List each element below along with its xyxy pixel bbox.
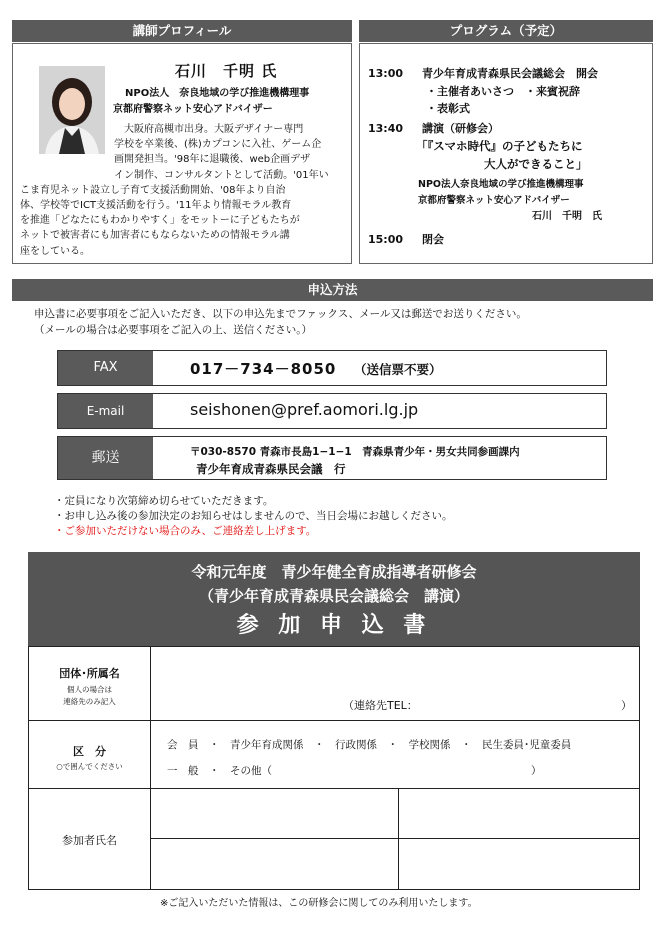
tel-label: （連絡先TEL： <box>343 699 418 712</box>
note-1: ・定員になり次第締め切らせていただきます。 <box>54 495 274 507</box>
email-row <box>57 393 607 429</box>
apply-text-1: 申込書に必要事項をご記入いただき、以下の申込先までファックス、メール又は郵送でお送りください。 <box>34 308 527 320</box>
org-label-cell <box>29 647 151 721</box>
bio-line: 座をしている。 <box>20 245 90 257</box>
form-footer-note: ※ご記入いただいた情報は、この研修会に関してのみ利用いたします。 <box>160 898 478 909</box>
org-sub-2: 連絡先のみ記入 <box>63 697 116 706</box>
speaker-bio <box>20 122 350 259</box>
program-box <box>359 43 653 264</box>
tel-close: ） <box>621 699 632 712</box>
post-recipient: 青少年育成青森県民会議 行 <box>196 462 346 476</box>
bio-line: 画開発担当。'98年に退職後、web企画デザ <box>114 154 311 166</box>
program-line: ・表彰式 <box>426 102 470 115</box>
category-line-2[interactable]: 一 般 ・ その他（ <box>167 765 272 777</box>
form-title-3: 参 加 申 込 書 <box>236 613 432 638</box>
bio-line: 体、学校等でICT支援活動を行う。'11年より情報モラル教育 <box>20 200 292 212</box>
speaker-org-1: NPO法人 奈良地域の学び推進機構理事 <box>125 88 310 99</box>
participant-label-cell <box>29 789 151 889</box>
post-address: 〒030-8570 青森市長島1−1−1 青森県青少年・男女共同参画課内 <box>190 446 520 458</box>
org-label: 団体･所属名 <box>59 667 120 680</box>
program-time-1: 13:00 <box>368 67 404 80</box>
participant-name-2[interactable] <box>399 789 639 839</box>
category-label-cell <box>29 721 151 789</box>
apply-header: 申込方法 <box>12 279 653 301</box>
form-title-banner <box>28 552 640 646</box>
org-sub-1: 個人の場合は <box>67 685 112 694</box>
bio-line: 大阪府高槻市出身。大阪デザイナー専門 <box>124 124 304 135</box>
fax-number[interactable]: 017－734－8050 <box>190 360 337 378</box>
org-input[interactable] <box>151 647 639 721</box>
participant-name-3[interactable] <box>151 839 399 889</box>
program-line: 青少年育成青森県民会議総会 開会 <box>422 67 598 80</box>
participant-label: 参加者氏名 <box>62 834 117 847</box>
category-label: 区 分 <box>73 745 106 758</box>
bio-line: 学校を卒業後、(株)カプコンに入社、ゲーム企 <box>114 139 322 151</box>
apply-text-2: （メールの場合は必要事項をご記入の上、送信ください。） <box>34 324 313 336</box>
application-form-table <box>28 646 640 890</box>
program-line: 京都府警察ネット安心アドバイザー <box>418 195 570 206</box>
program-line: ・主催者あいさつ ・来賓祝辞 <box>426 85 580 98</box>
bio-line: ネットで被害者にも加害者にもならないための情報モラル講 <box>20 230 290 242</box>
program-line: 講演（研修会） <box>422 122 499 135</box>
category-sub: ○で囲んでください <box>56 762 123 771</box>
profile-box <box>12 43 352 264</box>
bio-line: を推進「どなたにもわかりやすく」をモットーに子どもたちが <box>20 215 300 227</box>
category-line-1[interactable]: 会 員 ・ 青少年育成関係 ・ 行政関係 ・ 学校関係 ・ 民生委員･児童委員 <box>167 739 572 751</box>
category-close: ） <box>531 765 542 777</box>
fax-note: （送信票不要） <box>354 362 442 377</box>
program-lecture-title-2: 大人ができること」 <box>484 157 588 171</box>
program-time-3: 15:00 <box>368 233 404 246</box>
email-label: E-mail <box>58 394 153 428</box>
participant-name-4[interactable] <box>399 839 639 889</box>
fax-row <box>57 350 607 386</box>
program-time-2: 13:40 <box>368 122 404 135</box>
participant-name-1[interactable] <box>151 789 399 839</box>
form-title-1: 令和元年度 青少年健全育成指導者研修会 <box>191 563 477 581</box>
speaker-org-2: 京都府警察ネット安心アドバイザー <box>113 104 273 115</box>
form-title-2: （青少年育成青森県民会議総会 講演） <box>198 587 469 605</box>
note-2: ・お申し込み後の参加決定のお知らせはしませんので、当日会場にお越しください。 <box>54 510 453 522</box>
post-row <box>57 436 607 480</box>
program-lecture-title: 「『スマホ時代』の子どもたちに <box>416 139 583 153</box>
post-label: 郵送 <box>58 437 153 479</box>
email-address[interactable]: seishonen@pref.aomori.lg.jp <box>190 400 419 419</box>
fax-label: FAX <box>58 351 153 385</box>
note-3: ・ご参加いただけない場合のみ、ご連絡差し上げます。 <box>54 525 317 537</box>
program-line: 石川 千明 氏 <box>532 211 602 222</box>
program-line: 閉会 <box>422 233 444 246</box>
bio-line: イン制作、コンサルタントとして活動。'01年い <box>114 169 329 181</box>
profile-header: 講師プロフィール <box>12 20 352 42</box>
program-line: NPO法人奈良地域の学び推進機構理事 <box>418 179 584 190</box>
category-options[interactable] <box>151 721 639 789</box>
bio-line: こま育児ネット設立し子育て支援活動開始、'08年より自治 <box>20 184 286 196</box>
speaker-name: 石川 千明 氏 <box>175 62 278 80</box>
program-header: プログラム（予定） <box>359 20 653 42</box>
